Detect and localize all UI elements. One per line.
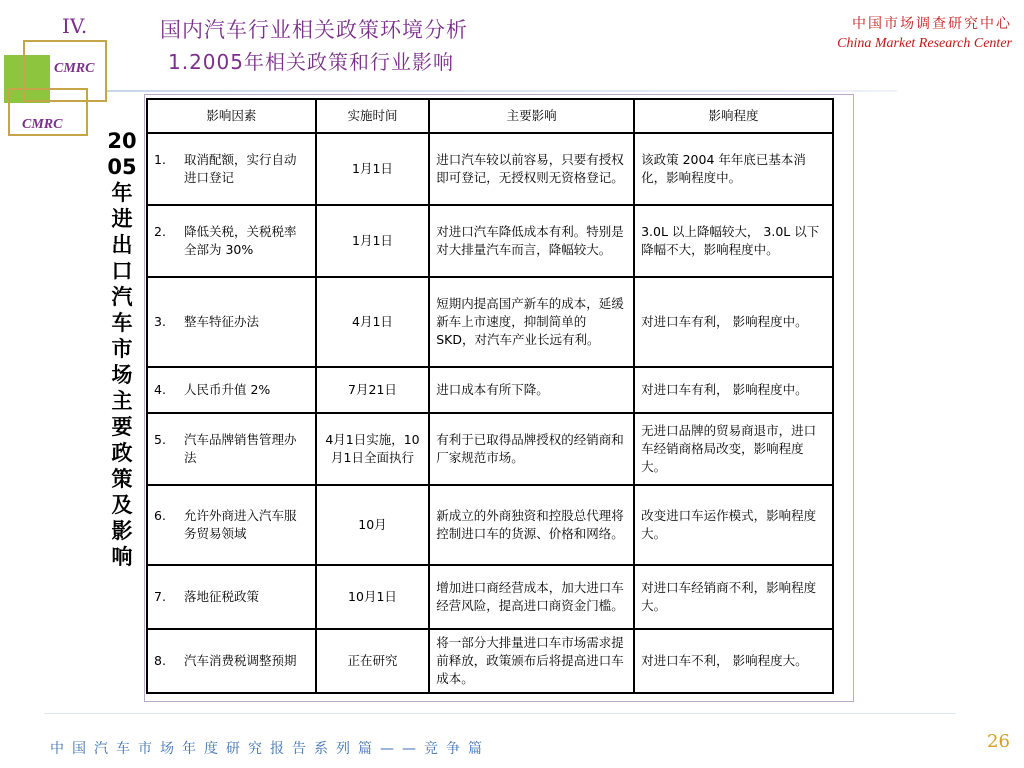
factor-cell (147, 277, 316, 367)
time-cell: 10月1日 (316, 565, 430, 629)
degree-cell: 该政策 2004 年年底已基本消化，影响程度中。 (634, 133, 833, 205)
brand-name-en: China Market Research Center (837, 36, 1012, 51)
impact-cell: 有利于已取得品牌授权的经销商和厂家规范市场。 (429, 413, 634, 485)
page-title: 国内汽车行业相关政策环境分析 (160, 18, 468, 42)
factor-cell (147, 133, 316, 205)
table-row (147, 629, 833, 693)
impact-cell: 对进口汽车降低成本有利。特别是对大排量汽车而言，降幅较大。 (429, 205, 634, 277)
brand-name-cn: 中国市场调查研究中心 (852, 16, 1012, 32)
factor-cell (147, 565, 316, 629)
time-cell: 10月 (316, 485, 430, 565)
footer-text: 中国汽车市场年度研究报告系列篇——竞争篇 (50, 741, 490, 757)
time-cell: 7月21日 (316, 367, 430, 413)
impact-cell: 增加进口商经营成本，加大进口车经营风险，提高进口商资金门槛。 (429, 565, 634, 629)
impact-cell: 短期内提高国产新车的成本，延缓新车上市速度，抑制简单的 SKD，对汽车产业长远有利。 (429, 277, 634, 367)
section-number: IV. (62, 14, 88, 38)
policy-table (146, 98, 834, 694)
row-number: 4. (154, 382, 166, 397)
factor-text: 取消配额，实行自动进口登记 (184, 152, 297, 185)
table-row (147, 367, 833, 413)
degree-cell: 对进口车有利， 影响程度中。 (634, 367, 833, 413)
factor-text: 允许外商进入汽车服务贸易领域 (184, 508, 297, 541)
row-number: 3. (154, 314, 166, 329)
factor-cell (147, 485, 316, 565)
factor-text: 汽车品牌销售管理办法 (184, 432, 297, 465)
degree-cell: 对进口车有利， 影响程度中。 (634, 277, 833, 367)
table-row (147, 133, 833, 205)
impact-cell: 进口汽车较以前容易，只要有授权即可登记，无授权则无资格登记。 (429, 133, 634, 205)
row-number: 2. (154, 224, 166, 239)
impact-cell: 将一部分大排量进口车市场需求提前释放，政策颁布后将提高进口车成本。 (429, 629, 634, 693)
time-cell: 1月1日 (316, 205, 430, 277)
header-time: 实施时间 (316, 99, 430, 133)
time-cell: 1月1日 (316, 133, 430, 205)
degree-cell: 3.0L 以上降幅较大， 3.0L 以下降幅不大，影响程度中。 (634, 205, 833, 277)
degree-cell: 对进口车经销商不利，影响程度大。 (634, 565, 833, 629)
impact-cell: 新成立的外商独资和控股总代理将控制进口车的货源、价格和网络。 (429, 485, 634, 565)
table-row (147, 413, 833, 485)
row-number: 5. (154, 432, 166, 447)
degree-cell: 改变进口车运作模式，影响程度大。 (634, 485, 833, 565)
time-cell: 4月1日实施，10月1日全面执行 (316, 413, 430, 485)
factor-cell (147, 205, 316, 277)
header-impact: 主要影响 (429, 99, 634, 133)
row-number: 7. (154, 589, 166, 604)
factor-text: 整车特征办法 (184, 314, 260, 329)
time-cell: 4月1日 (316, 277, 430, 367)
table-row (147, 205, 833, 277)
factor-cell (147, 413, 316, 485)
table-row (147, 277, 833, 367)
factor-cell (147, 629, 316, 693)
time-cell: 正在研究 (316, 629, 430, 693)
logo-text-top: CMRC (54, 61, 95, 76)
page-subtitle: 1.2005年相关政策和行业影响 (168, 50, 454, 74)
table-header-row (147, 99, 833, 133)
header-degree: 影响程度 (634, 99, 833, 133)
degree-cell: 对进口车不利， 影响程度大。 (634, 629, 833, 693)
table-row (147, 565, 833, 629)
factor-text: 落地征税政策 (184, 589, 260, 604)
side-label: 2005年进出口汽车市场主要政策及影响 (107, 129, 137, 569)
row-number: 6. (154, 508, 166, 523)
factor-cell (147, 367, 316, 413)
factor-text: 降低关税，关税税率全部为 30% (184, 224, 297, 257)
footer-divider (44, 713, 956, 714)
row-number: 1. (154, 152, 166, 167)
factor-text: 汽车消费税调整预期 (184, 653, 297, 668)
logo-text-bottom: CMRC (22, 117, 63, 132)
factor-text: 人民币升值 2% (184, 382, 271, 397)
table-row (147, 485, 833, 565)
row-number: 8. (154, 653, 166, 668)
header-factor: 影响因素 (147, 99, 316, 133)
header-divider (107, 90, 897, 92)
page-number: 26 (987, 731, 1010, 752)
impact-cell: 进口成本有所下降。 (429, 367, 634, 413)
degree-cell: 无进口品牌的贸易商退市，进口车经销商格局改变，影响程度大。 (634, 413, 833, 485)
